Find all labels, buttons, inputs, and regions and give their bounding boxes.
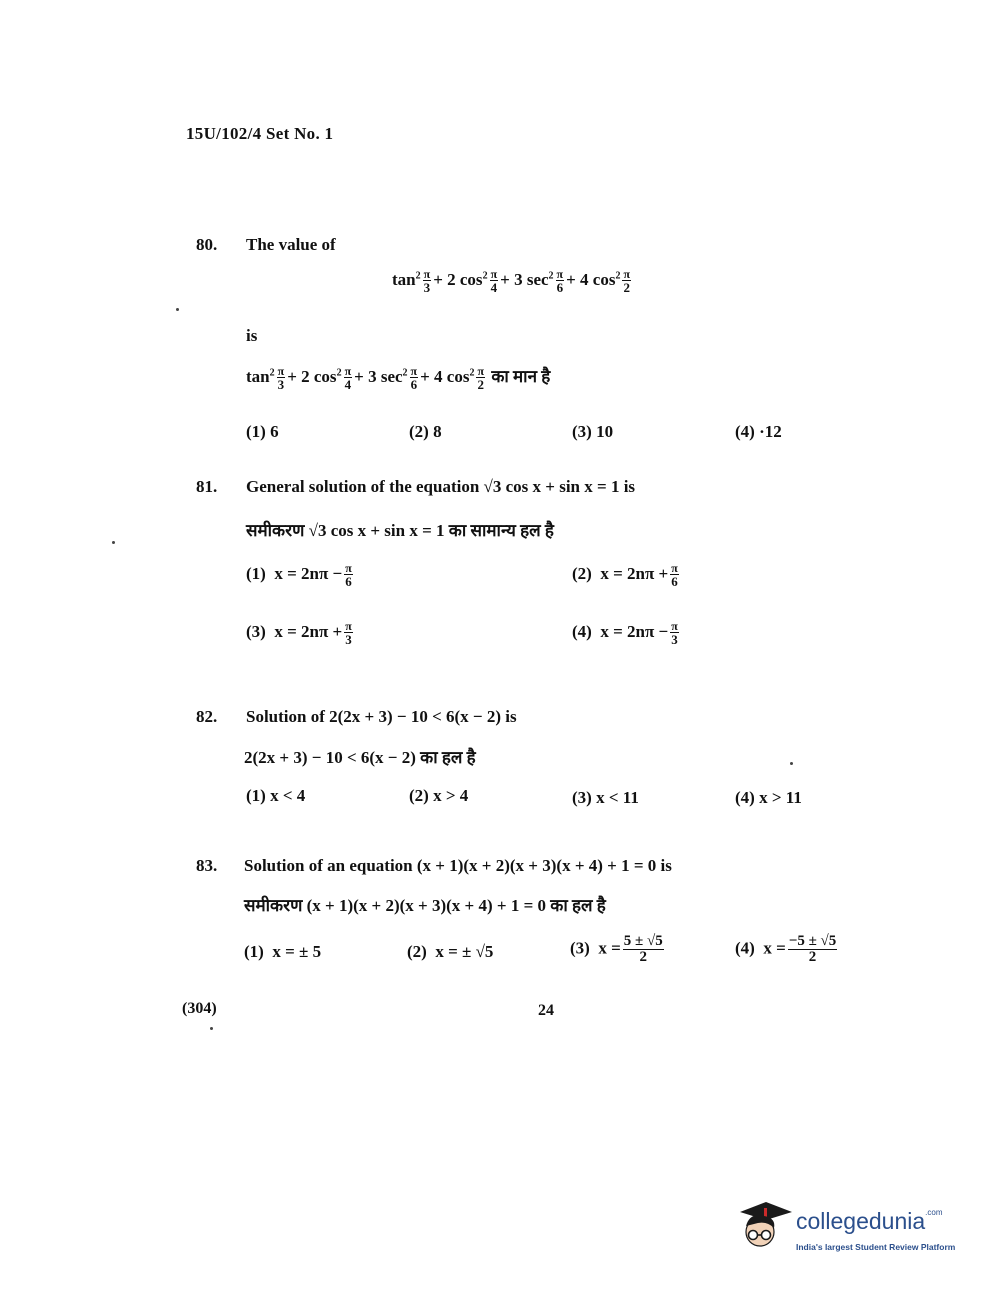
q80-expression: $\tan^2$ $\frac{\pi}{3}$ + 2 $\cos^2$ $\frac{\pi}{4}$ + 3 $\sec^2$ $\frac{\pi}{6}$ + 4 $\cos^2$ $\frac{\pi}{2}$ [392,267,631,295]
q83-option-3: (3) x = $\frac{5 \pm √5}{2}$ [570,933,663,965]
q83-option-2: (2) x = ± √5 [407,942,494,961]
q82-number: 82. [196,707,218,726]
q83-text: Solution of an equation (x + 1)(x + 2)(x + 3)(x + 4) + 1 = 0 is [244,856,672,875]
q80-option-3: (3) 10 [572,422,614,441]
paper-code: 15U/102/4 Set No. 1 [186,124,334,143]
scan-speck [210,1027,213,1030]
q80-option-1: (1) 6 [246,422,279,441]
q82-text-hindi: 2(2x + 3) − 10 < 6(x − 2) का हल है [244,748,476,767]
q83-number: 83. [196,856,218,875]
q83-option-4: (4) x = $\frac{-5 \pm √5}{2}$ [735,933,837,965]
q81-text-hindi: समीकरण √3 cos x + sin x = 1 का सामान्य हल है [246,521,554,540]
q82-option-3: (3) x < 11 [572,788,639,807]
q81-option-4: (4) x = 2nπ − $\frac{\pi}{3}$ [572,619,678,647]
q82-text: Solution of 2(2x + 3) − 10 < 6(x − 2) is [246,707,517,726]
page-number: 24 [538,1002,554,1019]
q80-option-4: (4) ·12 [735,422,782,441]
q80-is: is [246,326,258,345]
q82-option-1: (1) x < 4 [246,786,306,805]
scan-speck [790,762,793,765]
footer-code: (304) [182,1000,217,1017]
q81-option-3: (3) x = 2nπ + $\frac{\pi}{3}$ [246,619,352,647]
brand-tagline: India's largest Student Review Platform [796,1242,956,1252]
q80-hindi-suffix: का मान है [491,367,551,386]
q80-number: 80. [196,235,218,254]
q81-option-2: (2) x = 2nπ + $\frac{\pi}{6}$ [572,561,678,589]
q80-option-2: (2) 8 [409,422,442,441]
brand-name: collegedunia$^{.com}$ [796,1208,943,1234]
scan-speck [176,308,179,311]
q83-text-hindi: समीकरण (x + 1)(x + 2)(x + 3)(x + 4) + 1 = 0 का हल है [244,896,606,915]
q81-number: 81. [196,477,218,496]
q83-option-1: (1) x = ± 5 [244,942,322,961]
q81-text: General solution of the equation √3 cos x + sin x = 1 is [246,477,636,496]
q80-text: The value of [246,235,336,254]
q82-option-4: (4) x > 11 [735,788,802,807]
scan-speck [112,541,115,544]
q81-option-1: (1) x = 2nπ − $\frac{\pi}{6}$ [246,561,352,589]
q80-hindi-expression: $\tan^2$ $\frac{\pi}{3}$ + 2 $\cos^2$ $\frac{\pi}{4}$ + 3 $\sec^2$ $\frac{\pi}{6}$ + 4 $\cos^2$ $\frac{\pi}{2}$ का मान है [246,364,551,393]
q82-option-2: (2) x > 4 [409,786,469,805]
